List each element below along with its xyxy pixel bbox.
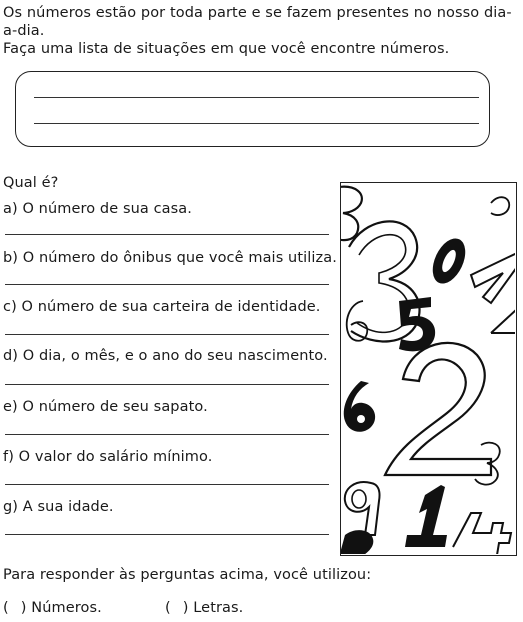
intro-line-3: Faça uma lista de situações em que você encontre números. <box>3 41 450 57</box>
answer-line-d[interactable] <box>5 384 329 385</box>
option-label: Números. <box>31 600 102 616</box>
question-d: d) O dia, o mês, e o ano do seu nascimento. <box>3 348 328 364</box>
question-b: b) O número do ônibus que você mais utiliza. <box>3 250 337 266</box>
answer-line-g[interactable] <box>5 534 329 535</box>
intro-line-1: Os números estão por toda parte e se fazem presentes no nosso dia- <box>3 5 512 21</box>
final-question: Para responder às perguntas acima, você utilizou: <box>3 567 372 583</box>
option-close-paren: ) <box>182 600 189 616</box>
answer-line-b[interactable] <box>5 284 329 285</box>
option-open-paren: ( <box>165 600 171 616</box>
question-e: e) O número de seu sapato. <box>3 399 208 415</box>
answer-line-f[interactable] <box>5 484 329 485</box>
option-close-paren: ) <box>20 600 27 616</box>
question-c: c) O número de sua carteira de identidade. <box>3 299 321 315</box>
answer-line-a[interactable] <box>5 234 329 235</box>
numbers-collage-icon <box>340 182 517 556</box>
answer-line-e[interactable] <box>5 434 329 435</box>
intro-line-2: a-dia. <box>3 23 45 39</box>
writing-line[interactable] <box>34 97 479 98</box>
option-numbers[interactable] <box>3 600 102 617</box>
section-title: Qual é? <box>3 175 59 191</box>
writing-line[interactable] <box>34 123 479 124</box>
option-open-paren: ( <box>3 600 9 616</box>
question-g: g) A sua idade. <box>3 499 114 515</box>
list-answer-box[interactable] <box>15 71 490 147</box>
question-f: f) O valor do salário mínimo. <box>3 449 213 465</box>
answer-line-c[interactable] <box>5 334 329 335</box>
option-letters[interactable] <box>165 600 243 617</box>
option-label: Letras. <box>193 600 244 616</box>
question-a: a) O número de sua casa. <box>3 201 193 217</box>
